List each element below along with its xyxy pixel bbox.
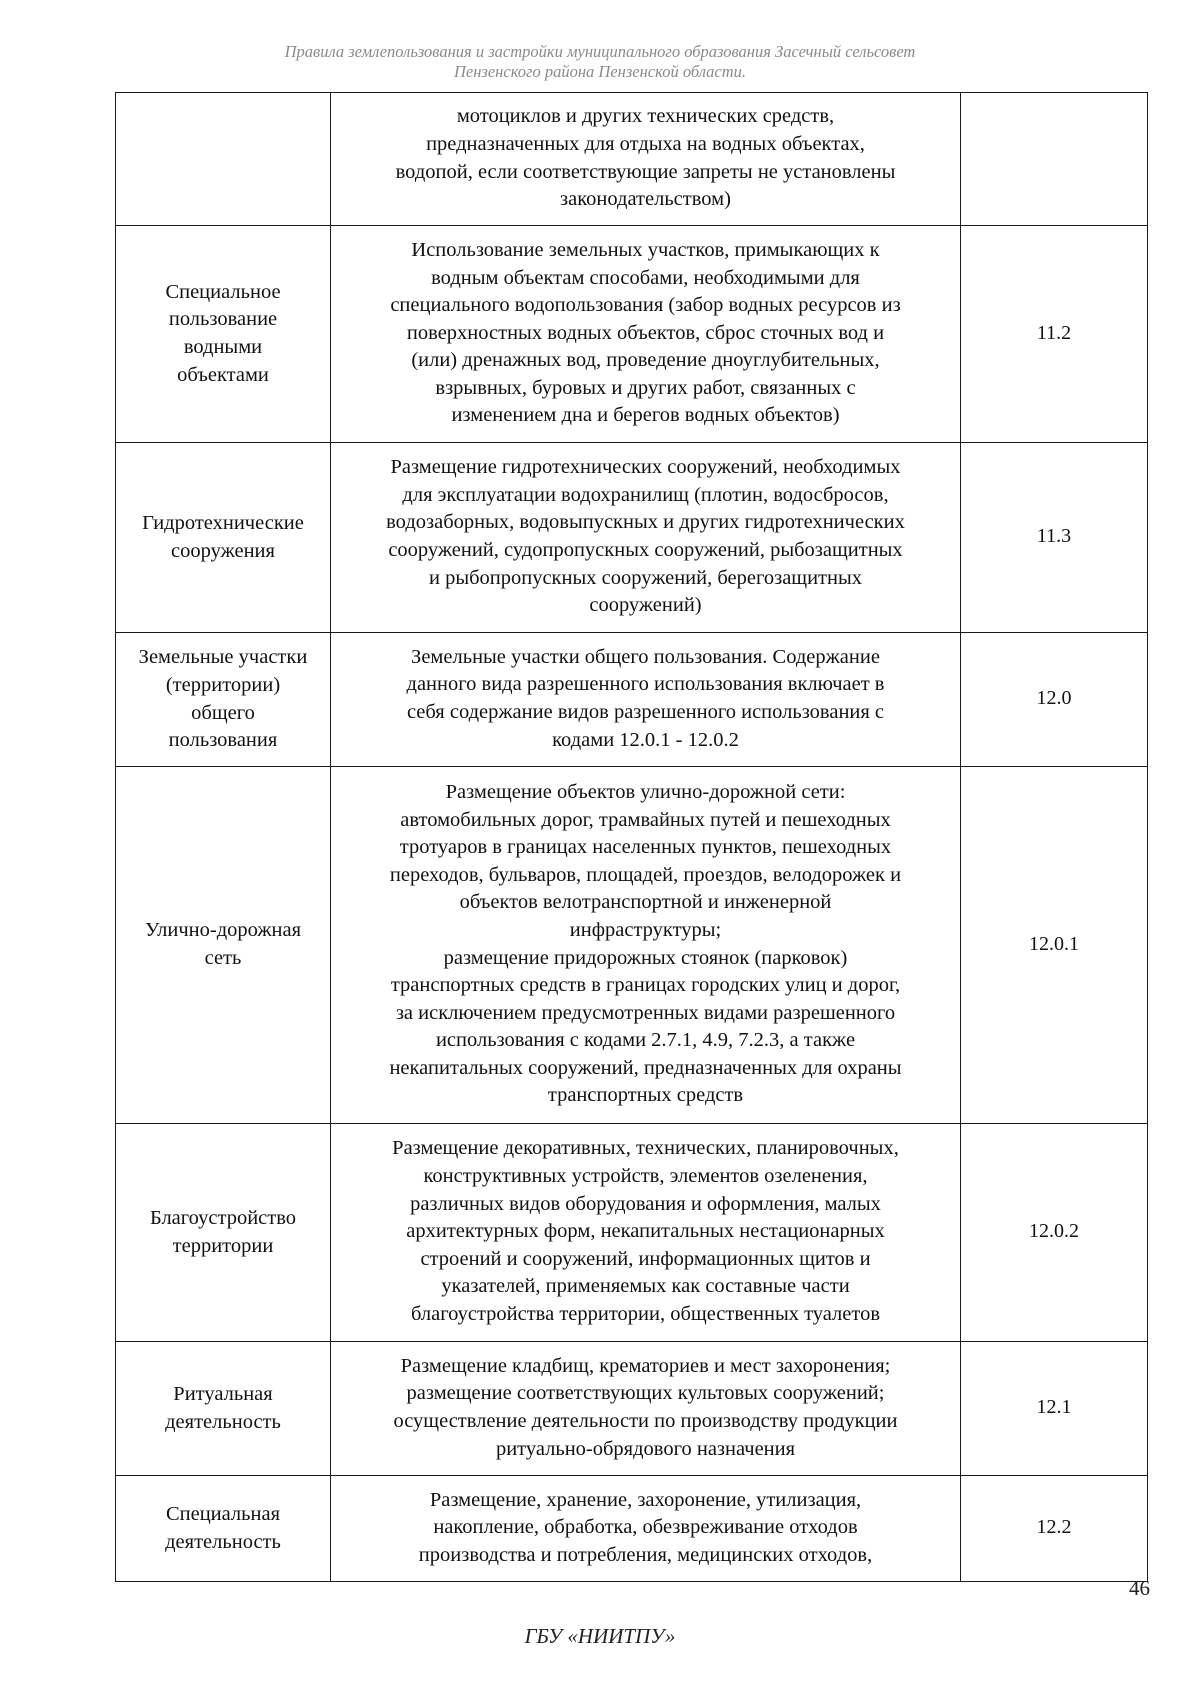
running-header-line: Пензенского района Пензенской области. [454, 62, 746, 81]
description-line: использования с кодами 2.7.1, 4.9, 7.2.3, а также [435, 1029, 856, 1052]
description-line: себя содержание видов разрешенного использования с [406, 701, 885, 723]
land-use-name-cell [116, 1476, 331, 1582]
name-line: территории [172, 1234, 274, 1257]
land-use-name-cell [116, 767, 331, 1124]
land-use-code-cell: 12.2 [961, 1476, 1148, 1582]
description-line: Размещение гидротехнических сооружений, необходимых [390, 456, 901, 479]
description-line: Размещение, хранение, захоронение, утилизация, [429, 1488, 862, 1511]
description-line: благоустройства территории, общественных туалетов [410, 1302, 881, 1325]
land-use-code-cell [961, 93, 1148, 226]
table-row [116, 1476, 1148, 1582]
land-use-description-cell [331, 767, 961, 1124]
name-line: деятельность [165, 1410, 281, 1433]
name-line: Благоустройство [149, 1206, 297, 1229]
name-line: пользования [168, 729, 278, 752]
name-line: водными [183, 336, 263, 358]
land-use-table [115, 92, 1148, 1582]
land-use-code-cell: 11.3 [961, 443, 1148, 633]
description-line: сооружений) [589, 594, 702, 617]
description-line: объектов велотранспортной и инженерной [459, 891, 832, 914]
name-line: сооружения [171, 539, 275, 562]
running-header [150, 42, 1050, 82]
description-line: для эксплуатации водохранилищ (плотин, водосбросов, [402, 483, 889, 506]
description-line: водным объектам способами, необходимыми для [431, 266, 860, 289]
description-line: переходов, бульваров, площадей, проездов, велодорожек и [389, 863, 902, 886]
description-line: строений и сооружений, информационных щитов и [420, 1247, 871, 1270]
description-line: ритуально-обрядового назначения [495, 1437, 796, 1460]
name-line: Специальная [165, 1502, 281, 1525]
name-line: Земельные участки [138, 646, 308, 669]
land-use-name-cell [116, 226, 331, 443]
description-line: специального водопользования (забор водных ресурсов из [390, 294, 901, 317]
description-line: различных видов оборудования и оформления, малых [410, 1192, 881, 1215]
table-row [116, 1124, 1148, 1342]
page-number: 46 [1129, 1576, 1150, 1600]
description-line: данного вида разрешенного использования включает в [406, 673, 885, 696]
land-use-name-cell [116, 1342, 331, 1476]
land-use-name-cell [116, 1124, 331, 1342]
land-use-code-cell: 12.1 [961, 1342, 1148, 1476]
name-line: общего [191, 701, 255, 724]
name-line: Улично-дорожная [144, 919, 302, 942]
land-use-description-cell [331, 226, 961, 443]
land-use-name-cell [116, 633, 331, 767]
description-line: (или) дренажных вод, проведение дноуглубительных, [411, 349, 880, 372]
description-line: Размещение кладбищ, крематориев и мест захоронения; [400, 1354, 891, 1377]
description-line: Размещение объектов улично-дорожной сети: [445, 780, 846, 803]
land-use-code-cell: 11.2 [961, 226, 1148, 443]
table-row [116, 1342, 1148, 1476]
description-line: изменением дна и берегов водных объектов) [451, 404, 840, 427]
name-line: Специальное [165, 280, 281, 303]
description-line: транспортных средств [547, 1084, 744, 1107]
land-use-description-cell [331, 93, 961, 226]
description-line: сооружений, судопропускных сооружений, рыбозащитных [388, 539, 903, 561]
description-line: размещение соответствующих культовых сооружений; [406, 1382, 885, 1405]
description-line: архитектурных форм, некапитальных нестационарных [406, 1220, 885, 1243]
land-use-code-cell: 12.0.2 [961, 1124, 1148, 1342]
table-row [116, 443, 1148, 633]
name-line: пользование [168, 308, 278, 331]
description-line: производства и потребления, медицинских отходов, [418, 1543, 873, 1566]
description-line: за исключением предусмотренных видами разрешенного [395, 1001, 896, 1024]
description-line: тротуаров в границах населенных пунктов, пешеходных [399, 836, 892, 859]
running-header-line: Правила землепользования и застройки муниципального образования Засечный сельсовет [284, 42, 916, 61]
description-line: взрывных, буровых и других работ, связанных с [435, 376, 856, 399]
land-use-description-cell [331, 1124, 961, 1342]
description-line: Размещение декоративных, технических, планировочных, [392, 1137, 899, 1160]
description-line: водопой, если соответствующие запреты не установлены [395, 160, 896, 183]
land-use-code-cell: 12.0 [961, 633, 1148, 767]
land-use-code-cell: 12.0.1 [961, 767, 1148, 1124]
name-line: деятельность [165, 1530, 281, 1553]
name-line: объектами [177, 363, 269, 386]
description-line: инфраструктуры; [569, 918, 722, 941]
description-line: водозаборных, водовыпускных и других гидротехнических [386, 511, 905, 534]
table-row [116, 633, 1148, 767]
table-row [116, 767, 1148, 1124]
description-line: поверхностных водных объектов, сброс сточных вод и [406, 321, 885, 344]
description-line: и рыбопропускных сооружений, берегозащитных [428, 566, 863, 589]
land-use-name-cell [116, 443, 331, 633]
name-line: (территории) [165, 673, 281, 696]
description-line: транспортных средств в границах городских улиц и дорог, [390, 974, 901, 997]
description-line: Земельные участки общего пользования. Содержание [411, 645, 880, 668]
table-row [116, 226, 1148, 443]
land-use-description-cell [331, 1476, 961, 1582]
land-use-description-cell [331, 1342, 961, 1476]
description-line: конструктивных устройств, элементов озеленения, [423, 1165, 868, 1188]
description-line: указателей, применяемых как составные части [441, 1275, 850, 1298]
name-line: Гидротехнические [142, 511, 304, 534]
description-line: автомобильных дорог, трамвайных путей и пешеходных [400, 808, 891, 831]
description-line: законодательством) [560, 188, 731, 211]
description-line: кодами 12.0.1 - 12.0.2 [552, 728, 739, 751]
description-line: осуществление деятельности по производству продукции [393, 1410, 898, 1432]
description-line: некапитальных сооружений, предназначенных для охраны [389, 1056, 902, 1079]
land-use-description-cell [331, 443, 961, 633]
footer-organization: ГБУ «НИИТПУ» [524, 1624, 676, 1648]
description-line: предназначенных для отдыха на водных объектах, [426, 132, 865, 155]
table-row [116, 93, 1148, 226]
land-use-description-cell [331, 633, 961, 767]
land-use-name-cell [116, 93, 331, 226]
name-line: сеть [204, 947, 242, 969]
description-line: накопление, обработка, обезвреживание отходов [433, 1516, 858, 1539]
description-line: мотоциклов и других технических средств, [456, 105, 835, 128]
name-line: Ритуальная [173, 1382, 273, 1405]
description-line: размещение придорожных стоянок (парковок) [443, 946, 848, 969]
description-line: Использование земельных участков, примыкающих к [411, 238, 880, 261]
